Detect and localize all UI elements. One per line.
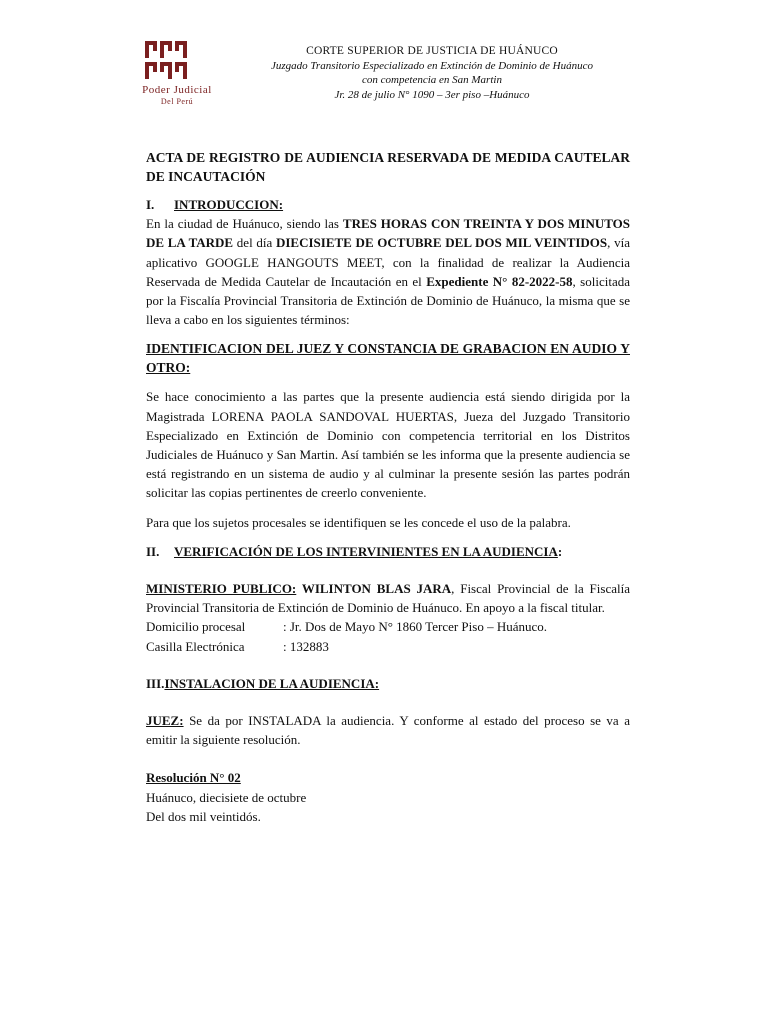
domicilio-value: : Jr. Dos de Mayo N° 1860 Tercer Piso – Huánuco. — [283, 619, 548, 635]
section-number: I. — [146, 197, 155, 212]
court-name: CORTE SUPERIOR DE JUSTICIA DE HUÁNUCO — [306, 45, 558, 57]
domicilio-row — [146, 617, 630, 636]
casilla-label: Casilla Electrónica — [146, 638, 245, 654]
ministerio-publico-label: MINISTERIO PUBLICO: — [146, 581, 297, 597]
identificacion-paragraph: Se hace conocimiento a las partes que la presente audiencia está siendo dirigida por la Magistrada LORENA PAOLA SANDOVAL HUERTAS, Jueza del Juzgado Transitorio Especializado en Extinción de Dominio con competencia territorial en los Distritos Judiciales de Huánuco y San Martin. Así también se les informa que la presente audiencia se está registrando en un sistema de audio y al culminar la presente sesión las partes podrán solicitar las copias pertinentes de creerlo conveniente. — [146, 389, 630, 501]
intro-text: , solicitada por la Fiscalía Provincial Transitoria de Extinción de Dominio de Huánuco, la misma que se lleva a cabo en los siguientes términos: — [146, 273, 630, 328]
intro-date: DIECISIETE DE OCTUBRE DEL DOS MIL VEINTIDOS — [275, 235, 608, 251]
fiscal-description: , Fiscal Provincial de la Fiscalía Provincial Transitoria de Extinción de Dominio de Huánuco. En apoyo a la fiscal titular. — [146, 581, 630, 616]
juez-label: JUEZ: — [146, 713, 184, 729]
section-title: VERIFICACIÓN DE LOS INTERVINIENTES EN LA AUDIENCIA — [174, 543, 558, 559]
document-body — [146, 148, 630, 826]
identificacion-heading — [146, 339, 630, 377]
uso-palabra-paragraph: Para que los sujetos procesales se identifiquen se les concede el uso de la palabra. — [146, 514, 571, 530]
fiscal-name: WILINTON BLAS JARA — [296, 581, 452, 597]
court-address: Jr. 28 de julio N° 1090 – 3er piso –Huánuco — [334, 88, 530, 101]
casilla-row — [146, 637, 630, 656]
section-instalacion-heading — [146, 674, 630, 693]
resolucion-number: Resolución N° 02 — [146, 770, 241, 786]
section-number: II. — [146, 543, 160, 559]
resolucion-title — [146, 768, 630, 787]
expediente-number: Expediente N° 82-2022-58 — [426, 273, 573, 289]
domicilio-label: Domicilio procesal — [146, 619, 246, 635]
section-title: INTRODUCCION: — [174, 197, 284, 212]
identificacion-title: IDENTIFICACION DEL JUEZ Y CONSTANCIA DE GRABACION EN AUDIO Y OTRO: — [146, 341, 630, 376]
resolucion-year: Del dos mil veintidós. — [146, 808, 261, 824]
resolucion-place-date: Huánuco, diecisiete de octubre — [146, 789, 307, 805]
intro-text: En la ciudad de Huánuco, siendo las — [146, 216, 343, 232]
section-title-wrap — [174, 542, 630, 561]
ministerio-publico-paragraph — [146, 579, 630, 617]
intro-time: TRES HORAS CON TREINTA Y DOS MINUTOS DE LA TARDE — [146, 216, 630, 251]
section-title: INSTALACION DE LA AUDIENCIA: — [164, 675, 380, 691]
document-header — [232, 44, 632, 102]
poder-judicial-logo — [139, 40, 215, 120]
court-competence: con competencia en San Martin — [362, 74, 502, 86]
intro-paragraph — [146, 214, 630, 329]
logo-text-line1: Poder Judicial — [142, 84, 212, 96]
section-verificacion-heading — [146, 542, 630, 561]
juez-paragraph — [146, 711, 630, 749]
poder-judicial-emblem-icon — [144, 40, 188, 80]
section-colon: : — [557, 543, 563, 559]
logo-text-line2: Del Perú — [160, 97, 194, 106]
document-title: ACTA DE REGISTRO DE AUDIENCIA RESERVADA DE MEDIDA CAUTELAR DE INCAUTACIÓN — [146, 150, 630, 184]
casilla-value: : 132883 — [283, 638, 329, 654]
intro-text: del día — [233, 235, 276, 251]
juez-text: Se da por INSTALADA la audiencia. Y conforme al estado del proceso se va a emitir la siguiente resolución. — [146, 713, 630, 748]
section-introduccion-heading — [146, 195, 630, 214]
intro-text: , vía aplicativo GOOGLE HANGOUTS MEET, con la finalidad de realizar la Audiencia Reservada de Medida Cautelar de Incautación en el — [146, 235, 630, 289]
court-subtitle: Juzgado Transitorio Especializado en Extinción de Dominio de Huánuco — [270, 59, 594, 72]
section-number: III. — [146, 675, 165, 691]
